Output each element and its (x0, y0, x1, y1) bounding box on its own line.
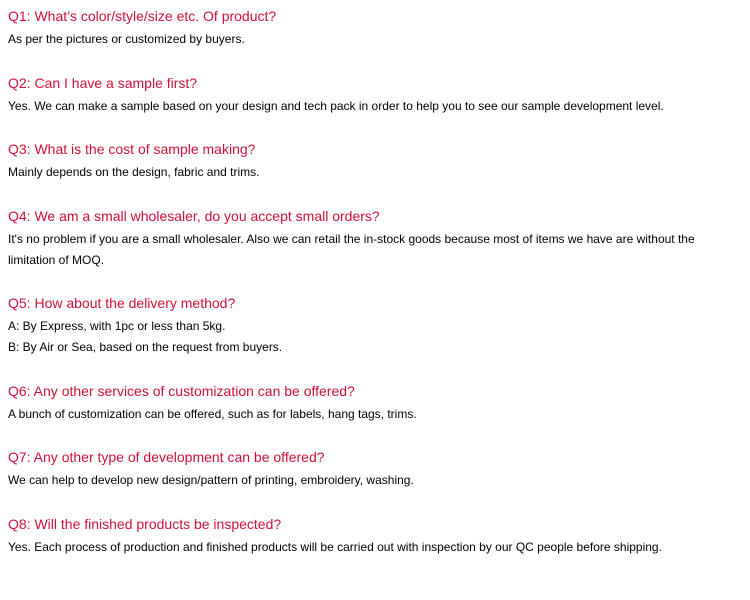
faq-answer (8, 470, 750, 491)
faq-answer-line: Yes. Each process of production and finished products will be carried out with inspection by our QC people before shipping. (8, 540, 662, 554)
faq-item-q6 (8, 383, 750, 425)
faq-answer-line: As per the pictures or customized by buyers. (8, 32, 245, 46)
faq-question: Q7: Any other type of development can be offered? (8, 449, 325, 465)
faq-answer-line: B: By Air or Sea, based on the request from buyers. (8, 340, 283, 354)
faq-question: Q3: What is the cost of sample making? (8, 141, 256, 157)
faq-answer-line: Yes. We can make a sample based on your design and tech pack in order to help you to see our sample development level. (8, 99, 664, 113)
faq-answer-line: We can help to develop new design/pattern of printing, embroidery, washing. (8, 473, 414, 487)
faq-item-q7 (8, 449, 750, 491)
faq-item-q5 (8, 295, 750, 358)
faq-answer (8, 29, 750, 50)
faq-answer (8, 537, 750, 558)
faq-item-q1 (8, 8, 750, 50)
faq-item-q4 (8, 208, 750, 271)
faq-item-q3 (8, 141, 750, 183)
faq-question: Q1: What’s color/style/size etc. Of product? (8, 8, 277, 24)
faq-question: Q2: Can I have a sample first? (8, 75, 198, 91)
faq-question: Q6: Any other services of customization can be offered? (8, 383, 355, 399)
faq-answer (8, 404, 750, 425)
faq-item-q2 (8, 75, 750, 117)
faq-question: Q8: Will the finished products be inspected? (8, 516, 282, 532)
faq-answer-line: A bunch of customization can be offered, such as for labels, hang tags, trims. (8, 407, 417, 421)
faq-answer-line: Mainly depends on the design, fabric and trims. (8, 165, 260, 179)
faq-answer-line: It's no problem if you are a small wholesaler. Also we can retail the in-stock goods because most of items we have are without the (8, 232, 695, 246)
faq-answer (8, 316, 750, 358)
faq-question: Q4: We am a small wholesaler, do you accept small orders? (8, 208, 380, 224)
faq-answer (8, 229, 750, 271)
faq-answer (8, 96, 750, 117)
faq-answer-line: A: By Express, with 1pc or less than 5kg. (8, 319, 226, 333)
faq-answer (8, 162, 750, 183)
faq-question: Q5: How about the delivery method? (8, 295, 236, 311)
faq-item-q8 (8, 516, 750, 558)
faq-answer-line: limitation of MOQ. (8, 253, 105, 267)
